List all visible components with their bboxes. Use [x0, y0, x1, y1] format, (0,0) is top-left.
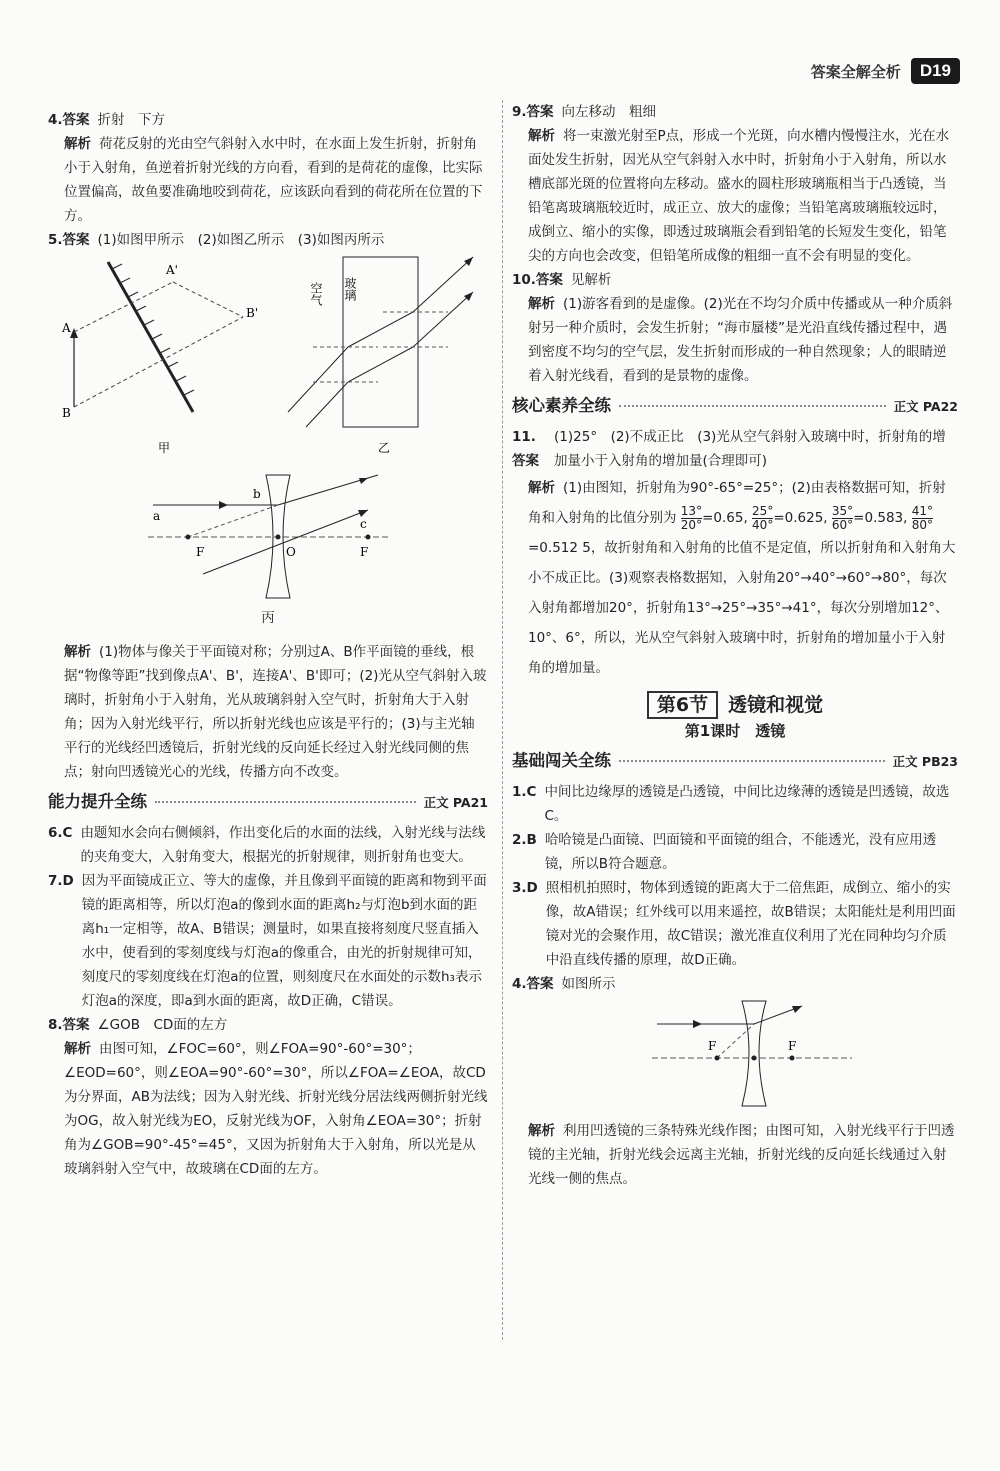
- column-divider: [502, 100, 503, 1340]
- value-2: =0.625,: [773, 510, 828, 526]
- caption-jia: 甲: [158, 441, 171, 455]
- q6-block: [48, 821, 488, 869]
- q8-label: 解析: [64, 1041, 91, 1057]
- q1-number: 1.C: [512, 784, 537, 800]
- label-c: c: [360, 517, 367, 531]
- page-number: D19: [911, 58, 960, 84]
- chapter-number: 第6节: [647, 691, 718, 719]
- label-b: b: [253, 487, 261, 501]
- q4-number: 4.答案: [48, 112, 90, 128]
- q11-number: 11.答案: [512, 429, 539, 469]
- section-ability-title: 能力提升全练: [48, 792, 147, 811]
- q9-text: 将一束激光射至P点，形成一个光斑，向水槽内慢慢注水，光在水面处发生折射，因光从空气斜射入水中时，折射角小于入射角，所以水槽底部光斑的位置将向左移动。盛水的圆柱形玻璃瓶相当于凸透镜，当铅笔离玻璃瓶较近时，成正立、放大的虚像；当铅笔离玻璃瓶较远时，成倒立、缩小的实像，即透过玻璃瓶会看到铅笔的长短发生变化，铅笔尖的方向也会改变，但铅笔所成像的粗细一直不会有明显的变化。: [528, 128, 950, 264]
- label-A1: A': [166, 263, 178, 277]
- q5-text: (1)物体与像关于平面镜对称；分别过A、B作平面镜的垂线，根据“物像等距”找到像点A'、B'，连接A'、B'即可；(2)光从空气斜射入玻璃时，折射角小于入射角，光从玻璃斜射入空气时，折射角大于入射角；因为入射光线平行，所以折射光线也应该是平行的；(3)与主光轴平行的光线经凹透镜后，折射光线的反向延长经过入射光线同侧的焦点；射向凹透镜光心的光线，传播方向不改变。: [64, 644, 487, 780]
- page-header: [811, 58, 960, 84]
- q8-number: 8.答案: [48, 1017, 90, 1033]
- label-A: A: [62, 321, 71, 335]
- right-column: [512, 100, 958, 1191]
- section-ability: [48, 790, 488, 815]
- caption-bing: 丙: [261, 610, 275, 626]
- q2-block: [512, 828, 958, 876]
- section-basic-title: 基础闯关全练: [512, 751, 611, 770]
- label-B: B: [62, 406, 71, 420]
- section-core-title: 核心素养全练: [512, 396, 611, 415]
- left-column: [48, 108, 488, 1181]
- label-F-left: F: [196, 545, 205, 559]
- figure-jia-yi: [48, 252, 488, 462]
- q4b-block: [512, 972, 958, 996]
- q3-number: 3.D: [512, 880, 538, 896]
- section-basic: [512, 749, 958, 774]
- q8-text: 由图可知，∠FOC=60°，则∠FOA=90°-60°=30°；∠EOD=60°，则∠EOA=90°-60°=30°，所以∠FOA=∠EOA，故CD为分界面，AB为法线；因为入射光线、折射光线分居法线两侧折射光线为OG，故入射光线为EO，反射光线为OF，入射角∠EOA=30°；折射角为∠GOB=90°-45°=45°，又因为折射角大于入射角，所以光是从玻璃斜射入空气中，故玻璃在CD面的左方。: [64, 1041, 488, 1177]
- q8-answer: ∠GOB CD面的左方: [97, 1017, 228, 1033]
- q2-number: 2.B: [512, 832, 537, 848]
- q4b-text: 利用凹透镜的三条特殊光线作图；由图可知，入射光线平行于凹透镜的主光轴，折射光线会远离主光轴，折射光线的反向延长线通过入射光线一侧的焦点。: [528, 1123, 955, 1187]
- figure-bing: [48, 470, 488, 600]
- fraction-1: $\frac{13^\circ}{20^\circ}$: [680, 503, 703, 532]
- q9-number: 9.答案: [512, 104, 554, 120]
- q1-block: [512, 780, 958, 828]
- q5-answer: (1)如图甲所示 (2)如图乙所示 (3)如图丙所示: [97, 232, 385, 248]
- fraction-4: $\frac{41^\circ}{80^\circ}$: [911, 503, 934, 532]
- q3-block: [512, 876, 958, 972]
- q10-answer: 见解析: [570, 272, 612, 288]
- q4-block: [48, 108, 488, 228]
- chapter-heading: [512, 693, 958, 717]
- label-O: O: [286, 545, 296, 559]
- figure-yi: [288, 257, 473, 455]
- label-glass: 玻璃: [343, 277, 357, 301]
- q11-text2: 故折射角和入射角的比值不是定值，所以折射角和入射角大小不成正比。(3)观察表格数据知，入射角20°→40°→60°→80°，每次入射角都增加20°，折射角13°→25°→35°→41°，每次分别增加12°、10°、6°，所以，光从空气斜射入玻璃中时，折射角的增加量小于入射角的增加量。: [528, 540, 956, 676]
- q10-number: 10.答案: [512, 272, 563, 288]
- q8-block: [48, 1013, 488, 1181]
- chapter-title: 透镜和视觉: [728, 694, 824, 716]
- figure-jia: [61, 262, 258, 455]
- q5-block: [48, 228, 488, 252]
- q7-text: 因为平面镜成正立、等大的虚像，并且像到平面镜的距离和物到平面镜的距离相等，所以灯泡a的像到水面的距离h₂与灯泡b到水面的距离h₁一定相等，故A、B错误；测量时，如果直接将刻度尺竖直插入水中，使看到的零刻度线与灯泡a的像重合，由光的折射规律可知，刻度尺的零刻度线在灯泡a的位置，则刻度尺在水面处的示数h₃表示灯泡a的深度，即a到水面的距离，故D正确，C错误。: [81, 873, 487, 1009]
- q7-number: 7.D: [48, 873, 74, 889]
- q10-text: (1)游客看到的是虚像。(2)光在不均匀介质中传播或从一种介质斜射另一种介质时，会发生折射；“海市蜃楼”是光沿直线传播过程中，遇到密度不均匀的空气层，发生折射而形成的一种自然现象；人的眼睛逆着入射光线看，看到的是景物的虚像。: [528, 296, 953, 384]
- label-F-right: F: [360, 545, 369, 559]
- q5-label: 解析: [64, 644, 91, 660]
- fraction-2: $\frac{25^\circ}{40^\circ}$: [752, 503, 774, 532]
- q5-number: 5.答案: [48, 232, 90, 248]
- q9-block: [512, 100, 958, 268]
- section-core-ref: 正文 PA22: [893, 399, 958, 414]
- section-core: [512, 394, 958, 419]
- value-4: =0.512 5，: [528, 540, 605, 556]
- q6-number: 6.C: [48, 825, 73, 841]
- value-1: =0.65,: [702, 510, 748, 526]
- q11-answer: (1)25° (2)不成正比 (3)光从空气斜射入玻璃中时，折射角的增加量小于入射角的增加量(合理即可): [554, 429, 946, 469]
- q9-answer: 向左移动 粗细: [561, 104, 657, 120]
- lesson-heading: 第1课时 透镜: [684, 722, 786, 740]
- fraction-3: $\frac{35^\circ}{60^\circ}$: [831, 503, 854, 532]
- label-air: 空气: [309, 282, 323, 306]
- q11-label: 解析: [528, 480, 555, 496]
- q10-block: [512, 268, 958, 388]
- q2-text: 哈哈镜是凸面镜、凹面镜和平面镜的组合，不能透光，没有应用透镜，所以B符合题意。: [544, 832, 937, 872]
- q10-label: 解析: [528, 296, 555, 312]
- q7-block: [48, 869, 488, 1013]
- header-title: 答案全解全析: [810, 62, 901, 81]
- label-F1: F: [708, 1039, 717, 1053]
- q4-text: 荷花反射的光由空气斜射入水中时，在水面上发生折射，折射角小于入射角，鱼逆着折射光线的方向看，看到的是荷花的虚像，比实际位置偏高，故鱼要准确地咬到荷花，应该跃向看到的荷花所在位置的下方。: [64, 136, 483, 224]
- section-basic-ref: 正文 PB23: [892, 754, 958, 769]
- q4b-label: 解析: [528, 1123, 555, 1139]
- section-ability-ref: 正文 PA21: [423, 795, 488, 810]
- q4b-answer: 如图所示: [561, 976, 616, 992]
- q6-text: 由题知水会向右侧倾斜，作出变化后的水面的法线，入射光线与法线的夹角变大，入射角变大，根据光的折射规律，则折射角也变大。: [80, 825, 486, 865]
- q4-answer: 折射 下方: [97, 112, 166, 128]
- value-3: =0.583,: [853, 510, 908, 526]
- q3-text: 照相机拍照时，物体到透镜的距离大于二倍焦距，成倒立、缩小的实像，故A错误；红外线可以用来遥控，故B错误；太阳能灶是利用凹面镜对光的会聚作用，故C错误；激光准直仪利用了光在同种均匀介质中沿直线传播的原理，故D正确。: [545, 880, 956, 968]
- q11-block: [512, 425, 958, 683]
- caption-yi: 乙: [378, 441, 391, 455]
- q4-label: 解析: [64, 136, 91, 152]
- q4b-number: 4.答案: [512, 976, 554, 992]
- q1-text: 中间比边缘厚的透镜是凸透镜，中间比边缘薄的透镜是凹透镜，故选C。: [544, 784, 950, 824]
- label-a: a: [153, 509, 161, 523]
- label-B1: B': [246, 306, 259, 320]
- figure-concave-lens: [512, 996, 952, 1111]
- label-F2: F: [788, 1039, 797, 1053]
- q9-label: 解析: [528, 128, 555, 144]
- q11-text1: (1)由图知，折射角为90°-65°=25°；(2)由表格数据可知，折射角和入射角的比值分别为: [528, 480, 946, 526]
